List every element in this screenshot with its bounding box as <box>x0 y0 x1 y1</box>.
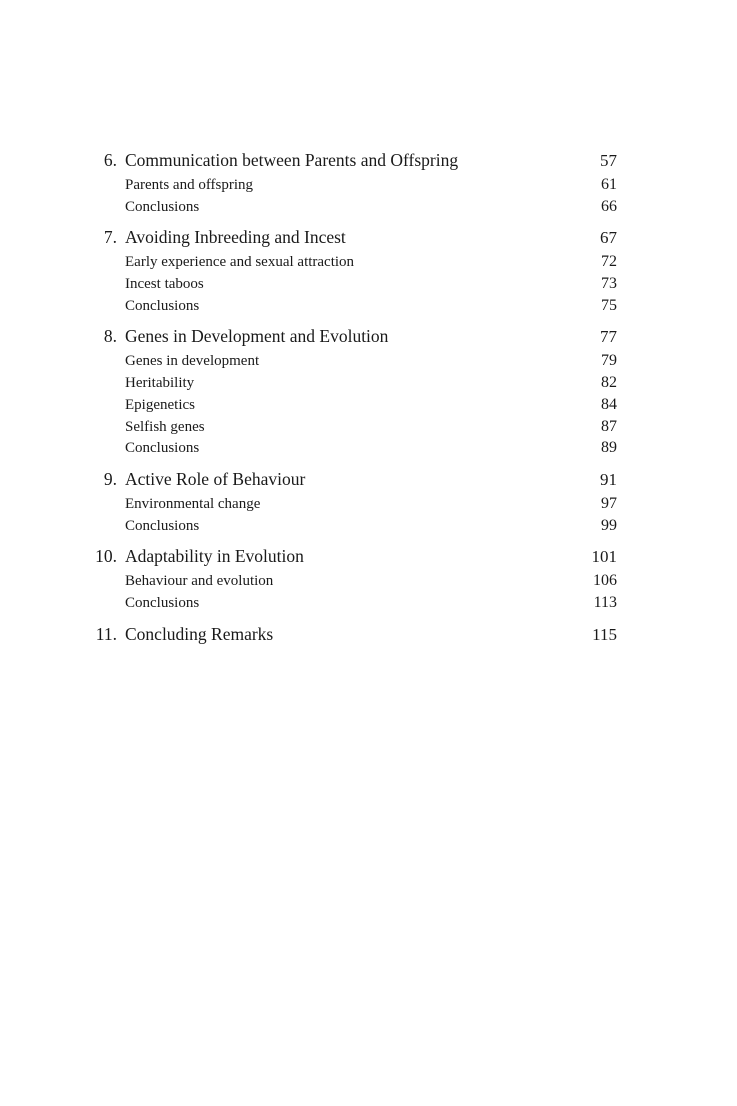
chapter-title: Adaptability in Evolution <box>125 546 304 567</box>
toc-section-row[interactable] <box>86 352 617 374</box>
section-title: Behaviour and evolution <box>125 573 274 590</box>
section-title: Conclusions <box>125 517 200 534</box>
chapter-page-number: 77 <box>600 327 617 347</box>
toc-section-row[interactable] <box>86 572 617 594</box>
section-page-number: 73 <box>601 275 617 293</box>
section-page-number: 61 <box>601 176 617 193</box>
chapter-page-number: 115 <box>592 624 617 644</box>
toc-section-row[interactable] <box>86 253 617 275</box>
section-page-number: 97 <box>601 494 617 512</box>
section-title: Conclusions <box>125 297 200 314</box>
chapter-page-number: 57 <box>600 151 617 170</box>
toc-chapter <box>86 469 617 538</box>
section-title: Early experience and sexual attraction <box>125 254 355 271</box>
toc-chapter <box>86 227 617 318</box>
section-title: Selfish genes <box>125 418 205 435</box>
section-title: Epigenetics <box>125 396 195 413</box>
section-title: Conclusions <box>125 594 200 611</box>
section-page-number: 99 <box>601 516 617 534</box>
toc-chapter <box>86 546 617 615</box>
toc-section-row[interactable] <box>86 495 617 517</box>
section-page-number: 87 <box>601 417 617 435</box>
section-title: Heritability <box>125 375 195 392</box>
chapter-number: 9. <box>103 468 117 489</box>
chapter-title: Concluding Remarks <box>125 623 274 644</box>
section-title: Incest taboos <box>125 276 204 293</box>
chapter-title: Avoiding Inbreeding and Incest <box>125 227 346 248</box>
toc-section-row[interactable] <box>86 176 617 198</box>
section-title: Environmental change <box>125 495 261 512</box>
section-page-number: 79 <box>601 352 617 370</box>
section-title: Genes in development <box>125 353 260 370</box>
chapter-page-number: 101 <box>591 547 617 567</box>
toc-section-row[interactable] <box>86 198 617 220</box>
section-page-number: 82 <box>601 374 617 392</box>
toc-section-row[interactable] <box>86 439 617 461</box>
chapter-title: Communication between Parents and Offspring <box>125 150 459 170</box>
toc-section-row[interactable] <box>86 297 617 319</box>
section-page-number: 72 <box>601 253 617 271</box>
chapter-number: 11. <box>95 623 117 644</box>
chapter-number: 6. <box>103 150 117 170</box>
section-page-number: 113 <box>593 593 617 611</box>
chapter-title: Genes in Development and Evolution <box>125 326 389 347</box>
toc-section-row[interactable] <box>86 594 617 616</box>
chapter-page-number: 91 <box>600 469 617 489</box>
chapter-number: 7. <box>103 227 117 248</box>
chapter-heading[interactable] <box>86 469 617 495</box>
toc-chapter <box>86 150 617 219</box>
toc-chapter <box>86 326 617 460</box>
section-page-number: 75 <box>601 296 617 314</box>
chapter-heading[interactable] <box>86 546 617 572</box>
toc-section-row[interactable] <box>86 517 617 539</box>
toc-section-row[interactable] <box>86 396 617 418</box>
section-title: Parents and offspring <box>125 177 254 193</box>
chapter-heading[interactable] <box>86 326 617 352</box>
toc-section-row[interactable] <box>86 374 617 396</box>
table-of-contents <box>86 150 617 658</box>
chapter-title: Active Role of Behaviour <box>125 468 306 489</box>
chapter-heading[interactable] <box>86 150 617 176</box>
section-title: Conclusions <box>125 440 200 457</box>
section-title: Conclusions <box>125 198 200 215</box>
chapter-heading[interactable] <box>86 227 617 253</box>
section-page-number: 66 <box>601 197 617 215</box>
chapter-number: 8. <box>103 326 117 347</box>
toc-section-row[interactable] <box>86 275 617 297</box>
section-page-number: 89 <box>601 439 617 457</box>
section-page-number: 84 <box>601 395 617 413</box>
toc-chapter <box>86 624 617 650</box>
toc-section-row[interactable] <box>86 418 617 440</box>
chapter-number: 10. <box>95 546 117 567</box>
section-page-number: 106 <box>593 572 617 590</box>
chapter-heading[interactable] <box>86 624 617 650</box>
chapter-page-number: 67 <box>600 228 617 248</box>
